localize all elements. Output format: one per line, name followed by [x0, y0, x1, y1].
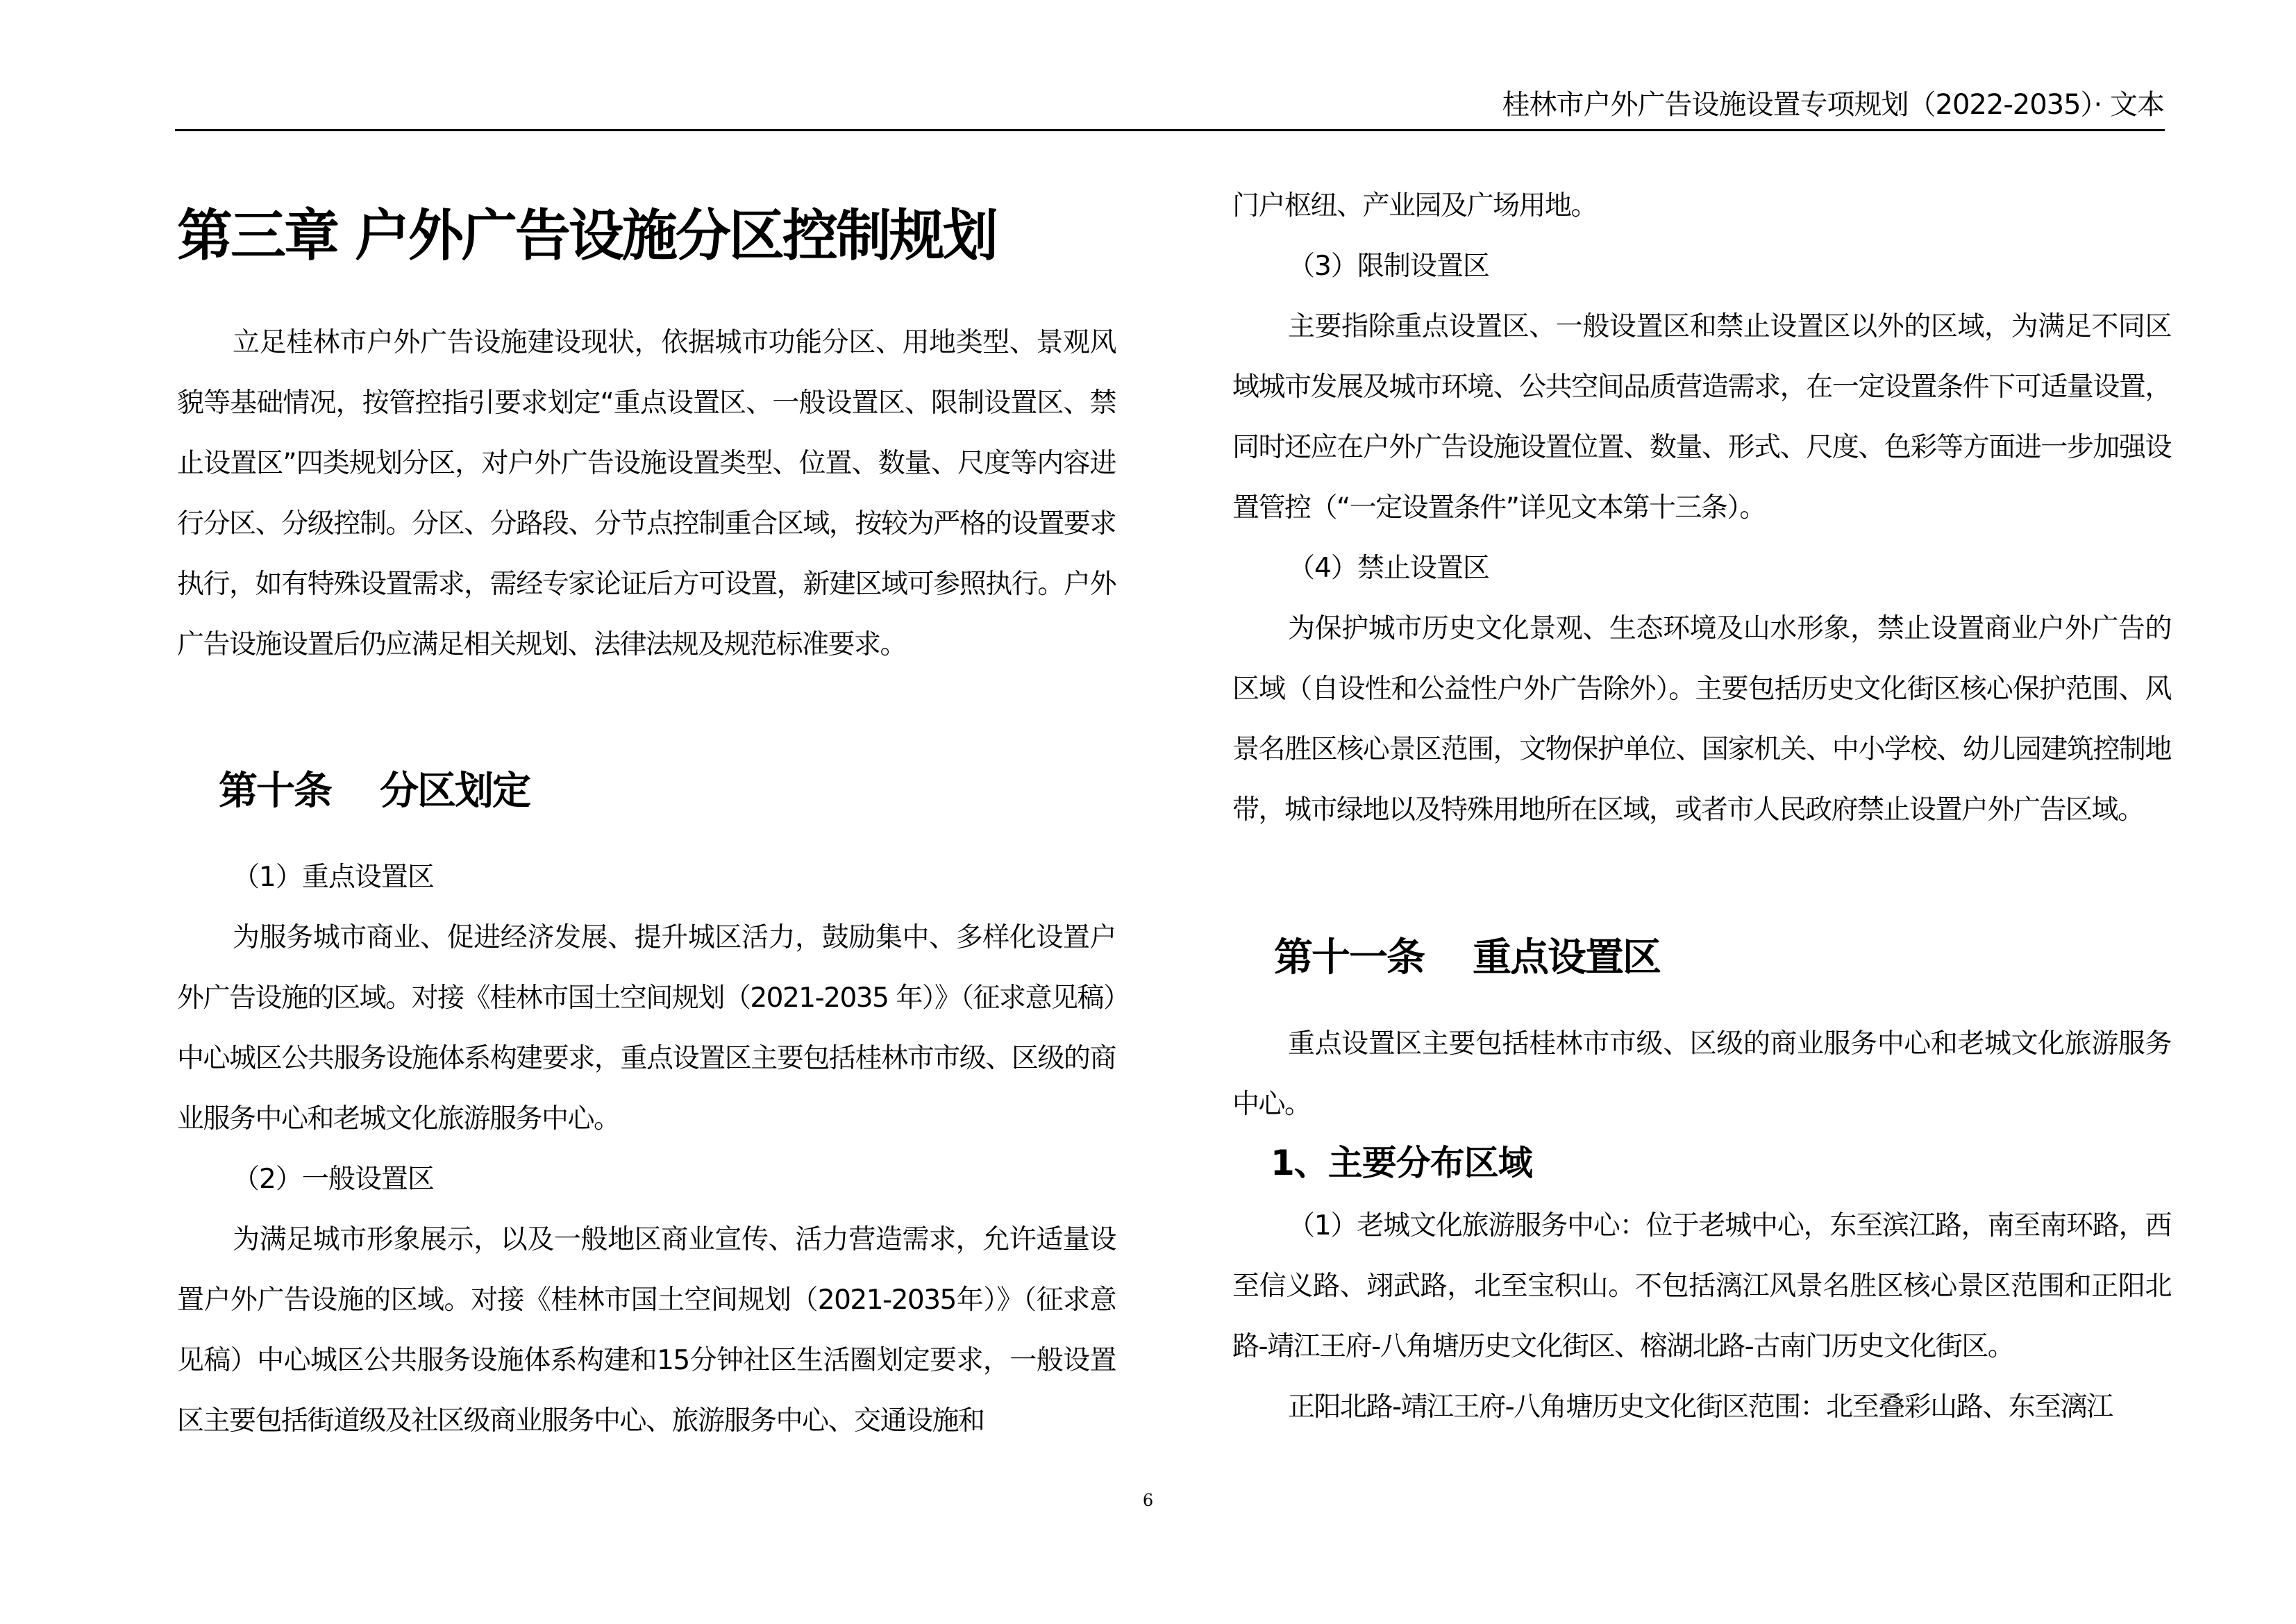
article-11-heading — [1232, 934, 2171, 982]
section-1-heading: 1、主要分布区域 — [1271, 1143, 1532, 1183]
article-10-heading — [177, 767, 1116, 816]
article-title: 分区划定 — [380, 769, 530, 814]
zone-1-heading: （1）重点设置区 — [233, 862, 434, 893]
chapter-title: 第三章 户外广告设施分区控制规划 — [177, 203, 996, 268]
zone-2-paragraph: 为满足城市形象展示，以及一般地区商业宣传、活力营造需求，允许适量设置户外广告设施的区域。对接《桂林市国土空间规划（2021-2035年）》（征求意见稿）中心城区公共服务设施体系构建和15分钟社区生活圈划定要求，一般设置区主要包括街道级及社区级商业服务中心、旅游服务中心、交通设施和 — [177, 1224, 1116, 1437]
intro-paragraph: 立足桂林市户外广告设施建设现状，依据城市功能分区、用地类型、景观风貌等基础情况，按管控指引要求划定“重点设置区、一般设置区、限制设置区、禁止设置区”四类规划分区，对户外广告设施设置类型、位置、数量、尺度等内容进行分区、分级控制。分区、分路段、分节点控制重合区域，按较为严格的设置要求执行，如有特殊设置需求，需经专家论证后方可设置，新建区域可参照执行。户外广告设施设置后仍应满足相关规划、法律法规及规范标准要求。 — [177, 327, 1116, 660]
document-header-title: 桂林市户外广告设施设置专项规划（2022-2035）· 文本 — [1502, 89, 2164, 121]
zone-3-paragraph: 主要指除重点设置区、一般设置区和禁止设置区以外的区域，为满足不同区域城市发展及城市环境、公共空间品质营造需求，在一定设置条件下可适量设置，同时还应在户外广告设施设置位置、数量、形式、尺度、色彩等方面进一步加强设置管控（“一定设置条件”详见文本第十三条）。 — [1232, 311, 2171, 524]
zone-2-paragraph-continued: 门户枢纽、产业园及广场用地。 — [1232, 190, 1598, 221]
article-title: 重点设置区 — [1473, 935, 1660, 980]
zone-3-heading: （3）限制设置区 — [1288, 251, 1489, 282]
area-1-scope-paragraph: 正阳北路-靖江王府-八角塘历史文化街区范围：北至叠彩山路、东至漓江 — [1288, 1391, 2113, 1423]
zone-4-heading: （4）禁止设置区 — [1288, 553, 1489, 584]
zone-2-heading: （2）一般设置区 — [233, 1164, 434, 1195]
area-1-paragraph: （1）老城文化旅游服务中心：位于老城中心，东至滨江路，南至南环路，西至信义路、翊武路，北至宝积山。不包括漓江风景名胜区核心景区范围和正阳北路-靖江王府-八角塘历史文化街区、榕湖北路-古南门历史文化街区。 — [1232, 1210, 2171, 1362]
page-number: 6 — [1142, 1491, 1154, 1510]
zone-1-paragraph: 为服务城市商业、促进经济发展、提升城区活力，鼓励集中、多样化设置户外广告设施的区域。对接《桂林市国土空间规划（2021-2035 年）》（征求意见稿）中心城区公共服务设施体系构建要求，重点设置区主要包括桂林市市级、区级的商业服务中心和老城文化旅游服务中心。 — [177, 922, 1116, 1135]
article-11-paragraph: 重点设置区主要包括桂林市市级、区级的商业服务中心和老城文化旅游服务中心。 — [1232, 1028, 2171, 1120]
article-number: 第十条 — [219, 769, 331, 814]
article-number: 第十一条 — [1274, 935, 1424, 980]
header-divider — [175, 129, 2165, 131]
zone-4-paragraph: 为保护城市历史文化景观、生态环境及山水形象，禁止设置商业户外广告的区域（自设性和公益性户外广告除外）。主要包括历史文化街区核心保护范围、风景名胜区核心景区范围，文物保护单位、国家机关、中小学校、幼儿园建筑控制地带，城市绿地以及特殊用地所在区域，或者市人民政府禁止设置户外广告区域。 — [1232, 613, 2171, 826]
